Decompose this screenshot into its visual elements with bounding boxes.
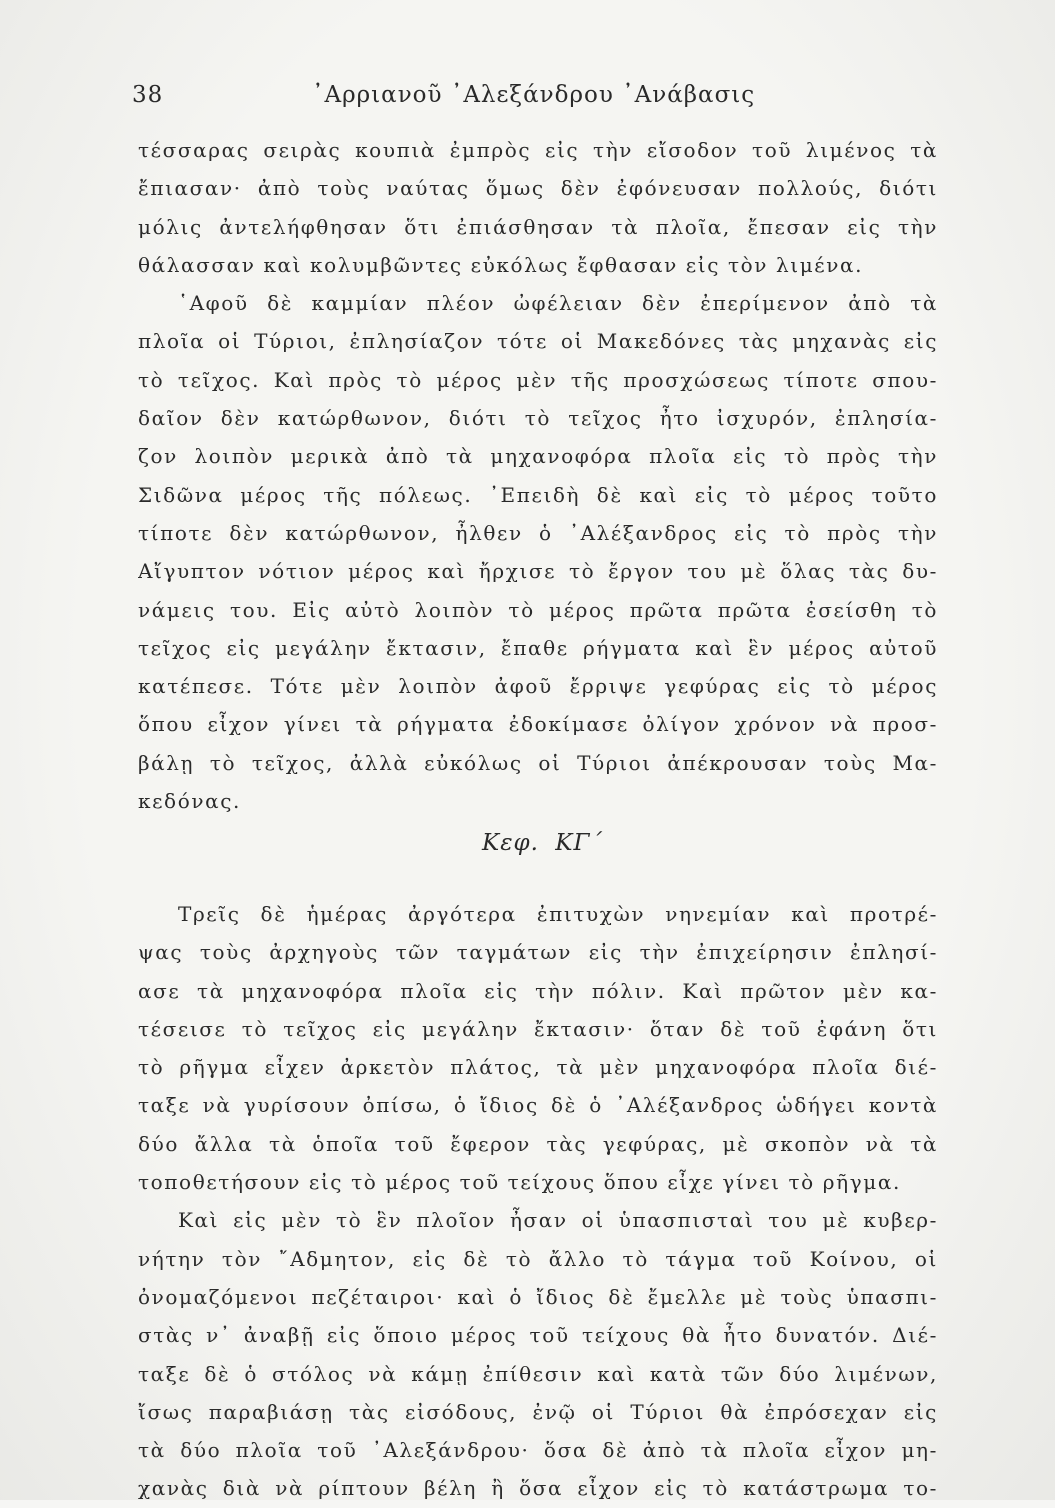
text-line: τεῖχος εἰς μεγάλην ἔκτασιν, ἔπαθε ρήγματα καὶ ἓν μέρος αὐτοῦ [138,635,938,660]
text-line: τοποθετήσουν εἰς τὸ μέρος τοῦ τείχους ὅπου εἶχε γίνει τὸ ρῆγμα. [138,1170,901,1195]
text-line: θάλασσαν καὶ κολυμβῶντες εὐκόλως ἔφθασαν εἰς τὸν λιμένα. [138,252,864,277]
text-line: ταξε νὰ γυρίσουν ὀπίσω, ὁ ἴδιος δὲ ὁ ᾿Αλέξανδρος ὡδήγει κοντὰ [138,1093,938,1118]
text-line: Σιδῶνα μέρος τῆς πόλεως. ᾿Επειδὴ δὲ καὶ εἰς τὸ μέρος τοῦτο [138,482,938,507]
text-line: τὸ τεῖχος. Καὶ πρὸς τὸ μέρος μὲν τῆς προσχώσεως τίποτε σπου- [138,367,938,392]
text-line: πλοῖα οἱ Τύριοι, ἐπλησίαζον τότε οἱ Μακεδόνες τὰς μηχανὰς εἰς [138,329,938,354]
text-line: ασε τὰ μηχανοφόρα πλοῖα εἰς τὴν πόλιν. Καὶ πρῶτον μὲν κα- [138,978,938,1003]
page-header [132,82,932,118]
text-line: ταξε δὲ ὁ στόλος νὰ κάμῃ ἐπίθεσιν καὶ κατὰ τῶν δύο λιμένων, [138,1361,938,1386]
text-line: βάλῃ τὸ τεῖχος, ἀλλὰ εὐκόλως οἱ Τύριοι ἀπέκρουσαν τοὺς Μα- [138,750,938,775]
chapter-number: ΚΓ΄ [555,830,603,856]
text-line: ῾Αφοῦ δὲ καμμίαν πλέον ὠφέλειαν δὲν ἐπερίμενον ἀπὸ τὰ [178,291,938,316]
text-line: Αἴγυπτον νότιον μέρος καὶ ἤρχισε τὸ ἔργον του μὲ ὅλας τὰς δυ- [138,559,938,584]
text-line: κατέπεσε. Τότε μὲν λοιπὸν ἀφοῦ ἔρριψε γεφύρας εἰς τὸ μέρος [138,674,938,699]
text-line: χανὰς διὰ νὰ ρίπτουν βέλη ἢ ὅσα εἶχον εἰς τὸ κατάστρωμα το- [138,1476,938,1501]
text-line: ὅπου εἶχον γίνει τὰ ρήγματα ἐδοκίμασε ὀλίγον χρόνον νὰ προσ- [138,712,938,737]
text-line: δαῖον δὲν κατώρθωνον, διότι τὸ τεῖχος ἦτο ἰσχυρόν, ἐπλησία- [138,406,938,431]
text-line: Καὶ εἰς μὲν τὸ ἓν πλοῖον ἦσαν οἱ ὑπασπισταὶ του μὲ κυβερ- [178,1208,938,1233]
chapter-prefix: Κεφ. [482,830,539,856]
text-block-1 [138,131,938,820]
running-title: ᾿Αρριανοῦ ᾿Αλεξάνδρου ᾿Ανάβασις [312,82,756,108]
text-line: ζον λοιπὸν μερικὰ ἀπὸ τὰ μηχανοφόρα πλοῖα εἰς τὸ πρὸς τὴν [138,444,938,469]
text-line: μόλις ἀντελήφθησαν ὅτι ἐπιάσθησαν τὰ πλοῖα, ἔπεσαν εἰς τὴν [138,214,938,239]
text-block-2 [138,895,938,1508]
text-line: τέσεισε τὸ τεῖχος εἰς μεγάλην ἔκτασιν· ὅταν δὲ τοῦ ἐφάνη ὅτι [138,1016,938,1041]
text-line: Τρεῖς δὲ ἡμέρας ἀργότερα ἐπιτυχὼν νηνεμίαν καὶ προτρέ- [178,902,938,926]
text-line: κεδόνας. [138,789,241,814]
text-line: νήτην τὸν ῎Αδμητον, εἰς δὲ τὸ ἄλλο τὸ τάγμα τοῦ Κοίνου, οἱ [138,1246,938,1271]
text-line: τέσσαρας σειρὰς κουπιὰ ἐμπρὸς εἰς τὴν εἴσοδον τοῦ λιμένος τὰ [138,138,938,162]
text-line: ὀνομαζόμενοι πεζέταιροι· καὶ ὁ ἴδιος δὲ ἔμελλε μὲ τοὺς ὑπασπι- [138,1284,938,1309]
text-line: στὰς ν᾿ ἀναβῇ εἰς ὅποιο μέρος τοῦ τείχους θὰ ἦτο δυνατόν. Διέ- [138,1323,938,1348]
text-line: ἴσως παραβιάσῃ τὰς εἰσόδους, ἐνῷ οἱ Τύριοι θὰ ἐπρόσεχαν εἰς [138,1399,938,1424]
text-line: τὸ ρῆγμα εἶχεν ἀρκετὸν πλάτος, τὰ μὲν μηχανοφόρα πλοῖα διέ- [138,1055,938,1080]
text-line: ψας τοὺς ἀρχηγοὺς τῶν ταγμάτων εἰς τὴν ἐπιχείρησιν ἐπλησί- [138,940,938,965]
text-line: τὰ δύο πλοῖα τοῦ ᾿Αλεξάνδρου· ὅσα δὲ ἀπὸ τὰ πλοῖα εἶχον μη- [138,1438,938,1463]
text-line: τίποτε δὲν κατώρθωνον, ἦλθεν ὁ ᾿Αλέξανδρος εἰς τὸ πρὸς τὴν [138,520,938,545]
text-line: νάμεις του. Εἰς αὐτὸ λοιπὸν τὸ μέρος πρῶτα πρῶτα ἐσείσθη τὸ [138,597,938,622]
page-number: 38 [132,82,164,108]
chapter-heading [0,830,1055,856]
text-line: ἔπιασαν· ἀπὸ τοὺς ναύτας ὅμως δὲν ἐφόνευσαν πολλούς, διότι [138,176,938,201]
text-line: δύο ἄλλα τὰ ὁποῖα τοῦ ἔφερον τὰς γεφύρας, μὲ σκοπὸν νὰ τὰ [138,1131,938,1156]
